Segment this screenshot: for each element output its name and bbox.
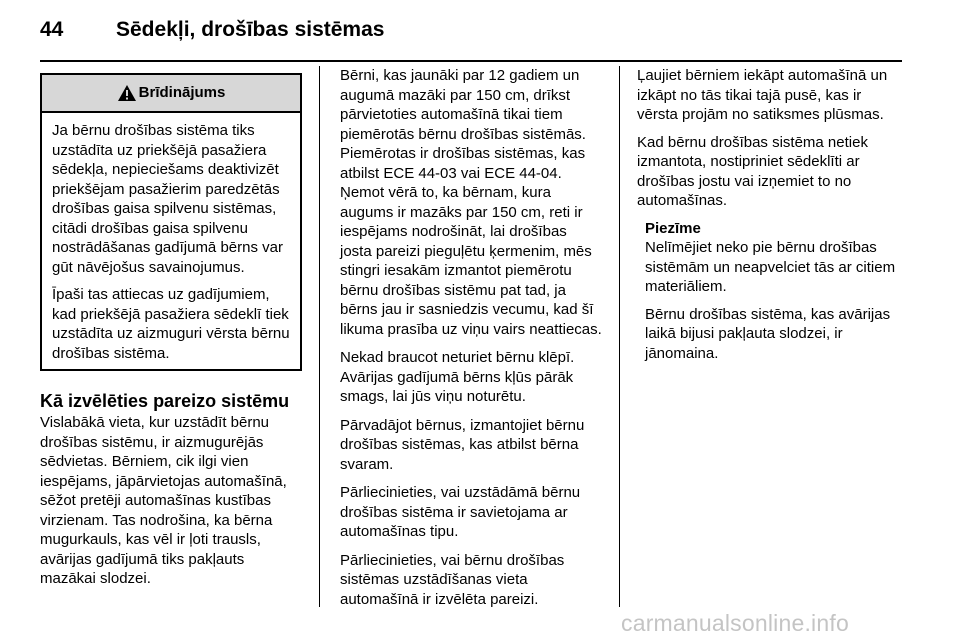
warning-body [42,113,300,369]
note-paragraph: Bērnu drošības sistēma, kas avārijas laikā bijusi pakļauta slodzei, ir jānomaina. [645,305,891,362]
column-2 [340,66,602,618]
section-heading: Kā izvēlēties pareizo sistēmu [40,391,290,411]
paragraph: Nekad braucot neturiet bērnu klēpī. Avārijas gadījumā bērns kļūs pārāk smags, lai jūs viņu noturētu. [340,349,575,405]
watermark: carmanualsonline.info [621,610,849,636]
column-1 [40,66,302,597]
page-header [40,18,384,42]
warning-header [42,75,300,113]
note-title: Piezīme [645,219,701,237]
warning-paragraph: Īpaši tas attiecas uz gadījumiem, kad priekšējā pasažiera sēdeklī tiek uzstādīta uz aizmuguri vērsta bērnu drošības sistēma. [52,286,290,362]
paragraph: Kad bērnu drošības sistēma netiek izmantota, nostipriniet sēdeklīti ar drošības jostu vai izņemiet to no automašīnas. [637,133,868,209]
note-paragraph: Nelīmējiet neko pie bērnu drošības sistēmām un neapvelciet tās ar citiem materiāliem. [645,239,896,295]
warning-title: Brīdinājums [138,84,226,102]
paragraph: Bērni, kas jaunāki par 12 gadiem un augumā mazāki par 150 cm, drīkst pārvietoties automašīnā tikai tiem piemērotās bērnu drošības sistēmās. Piemērotas ir drošības sistēmas, kas atbilst ECE 44-03 vai ECE 44-04. Ņemot vērā to, ka bērnam, kura augums ir mazāks par 150 cm, reti ir iespējams nodrošināt, lai drošības josta pareizi pieguļētu ķermenim, mēs stingri iesakām izmantot piemērotu bērnu drošības sistēmu pat tad, ja bērns jau ir sasniedzis vecumu, kad šī likuma prasība uz viņu vairs neattiecas. [340,67,602,338]
column-3 [637,66,902,371]
note-block [637,219,902,364]
paragraph: Pārliecinieties, vai bērnu drošības sistēmas uzstādīšanas vieta automašīnā ir izvēlēta pareizi. [340,551,565,608]
warning-icon [117,84,137,102]
warning-paragraph: Ja bērnu drošības sistēma tiks uzstādīta uz priekšējā pasažiera sēdekļa, nepieciešams deaktivizēt priekšējam pasažierim paredzētās drošības gaisa spilvenu sistēmas, citādi drošības gaisa spilvenu nostrādāšanas gadījumā bērns var gūt nāvējošus savainojumus. [52,122,283,276]
section-text: Vislabākā vieta, kur uzstādīt bērnu drošības sistēmu, ir aizmugurējās sēdvietas. Bērniem, cik ilgi vien iespējams, jāpārvietojas automašīnā, sēžot pretēji automašīnas kustības virzienam. Tas nodrošina, ka bērna mugurkauls, kas vēl ir ļoti trausls, avārijas gadījumā tiks pakļauts mazākai slodzei. [40,414,287,587]
header-rule [40,60,902,62]
column-divider [619,66,620,607]
paragraph: Ļaujiet bērniem iekāpt automašīnā un izkāpt no tās tikai tajā pusē, kas ir vērsta projām no satiksmes plūsmas. [637,67,888,123]
page-title: Sēdekļi, drošības sistēmas [116,18,385,41]
paragraph: Pārliecinieties, vai uzstādāmā bērnu drošības sistēma ir savietojama ar automašīnas tipu. [340,484,581,540]
warning-box [40,73,302,371]
page-number: 44 [40,18,64,41]
column-divider [319,66,320,607]
paragraph: Pārvadājot bērnus, izmantojiet bērnu drošības sistēmas, kas atbilst bērna svaram. [340,416,585,473]
